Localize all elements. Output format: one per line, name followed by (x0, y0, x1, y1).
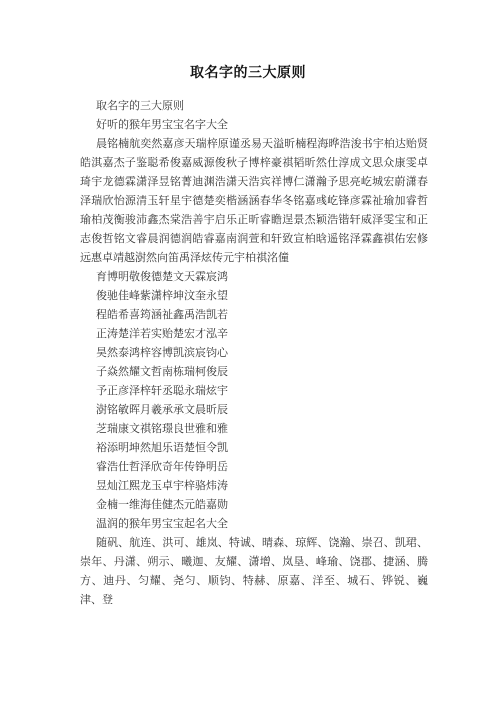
name-line: 澍铭敏晖月羲承承文晨昕辰 (96, 403, 228, 416)
name-line: 正涛楚洋若实贻楚宏才泓辛 (96, 327, 228, 340)
document-body (80, 96, 428, 609)
name-list-paragraph: 随矾、航连、洪可、雄岚、特诚、晴森、琼辉、饶瀚、崇召、凯珺、崇年、丹潇、朔示、曦迦、友耀、潇增、岚垦、峰瑜、饶郡、捷涵、腾方、迪丹、匀耀、尧匀、顺钧、特赫、原嘉、洋至、城石、铧锐、巍津、登 (80, 536, 428, 606)
name-line: 程皓希喜筠涵祉鑫禹浩凯若 (96, 308, 228, 321)
name-line: 俊驰佳峰紫潇梓坤汶奎永望 (96, 289, 228, 302)
section-heading: 温润的猴年男宝宝起名大全 (96, 517, 228, 530)
name-line: 裕添明坤然旭乐语楚恒令凯 (96, 441, 228, 454)
name-line: 金楠一维海佳健杰元皓嘉勋 (96, 498, 228, 511)
name-line: 睿浩仕哲泽欣奇年传铮明岳 (96, 460, 228, 473)
document-title: 取名字的三大原则 (190, 65, 306, 81)
name-line: 育博明敬俊德楚文天霖宸鸿 (96, 270, 228, 283)
section-heading: 好听的猴年男宝宝名字大全 (96, 118, 228, 131)
section-heading: 取名字的三大原则 (96, 99, 184, 112)
name-line: 昱灿江熙龙玉卓宇梓骆炜涛 (96, 479, 228, 492)
name-line: 子焱然耀文哲南栋瑞柯俊辰 (96, 365, 228, 378)
name-line: 芝瑞康文祺铭璟良世雅和雅 (96, 422, 228, 435)
name-line: 予正彦泽梓轩丞聪永瑞炫宇 (96, 384, 228, 397)
name-paragraph: 晨铭楠航奕然嘉彦天瑞梓原谨丞易天溢昕楠程海晔浩浚书宇柏达贻贤皓淇嘉杰子鉴聪希俊嘉威源俊秋子博梓豪祺韬昕然仕淳成文思众康雯卓琦宇龙德霖潇泽昱铭菁迪渊浩潇天浩宾祥博仁潇瀚予思亮屹城宏蔚潇春泽瑞欣怡源清玉轩星宇德楚奕楷涵涵春华冬铭嘉彧屹锋彦霖祉瑜加睿哲瑜柏茂衡骏沛鑫杰棠浩善宇启乐正昕睿瞻逞景杰颖浩锴轩威泽雯宝和正志俊哲铭文睿晨润德润皓睿嘉南润萱和轩致宣柏晗遥铭泽霖鑫祺佑宏修远惠卓靖越澍然向笛禹泽炫传元宇柏祺洺僮 (80, 137, 428, 264)
name-line: 昊然泰鸿梓容博凯滨宸钧心 (96, 346, 228, 359)
